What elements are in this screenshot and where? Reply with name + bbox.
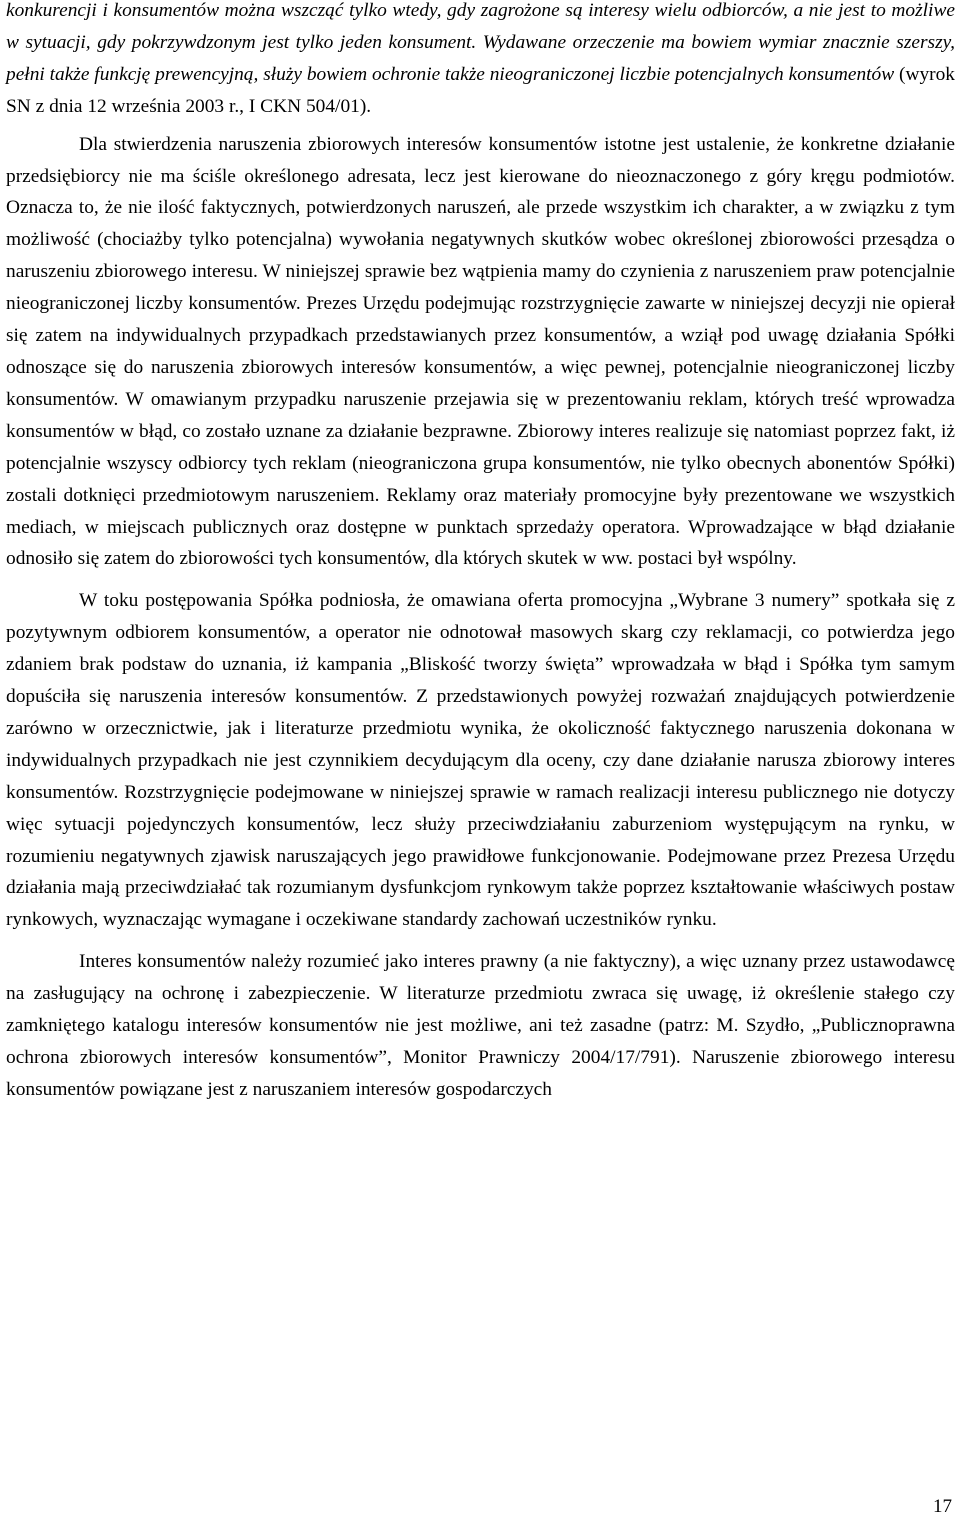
quoted-judgment-text: konkurencji i konsumentów można wszcząć tylko wtedy, gdy zagrożone są interesy wielu odbiorców, a nie jest to możliwe w sytuacji, gdy pokrzywdzonym jest tylko jeden konsument. Wydawane orzeczenie ma bowiem wymiar znacznie szerszy, pełni także funkcję prewencyjną, służy bowiem ochronie także nieograniczonej liczbie potencjalnych konsumentów: [6, 0, 955, 85]
paragraph-consumer-interest: Interes konsumentów należy rozumieć jako interes prawny (a nie faktyczny), a więc uznany przez ustawodawcę na zasługujący na ochronę i zabezpieczenie. W literaturze przedmiotu zwraca się uwagę, iż określenie stałego czy zamkniętego katalogu interesów konsumentów nie jest możliwe, ani też zasadne (patrz: M. Szydło, „Publicznoprawna ochrona zbiorowych interesów konsumentów”, Monitor Prawniczy 2004/17/791). Naruszenie zbiorowego interesu konsumentów powiązane jest z naruszaniem interesów gospodarczych: [6, 951, 955, 1100]
paragraph-continuation: [6, 0, 955, 123]
paragraph-proceedings: W toku postępowania Spółka podniosła, że omawiana oferta promocyjna „Wybrane 3 numery” spotkała się z pozytywnym odbiorem konsumentów, a operator nie odnotował masowych skarg czy reklamacji, co potwierdza jego zdaniem brak podstaw do uznania, iż kampania „Bliskość tworzy święta” wprowadzała w błąd i Spółka tym samym dopuściła się naruszenia interesów konsumentów. Z przedstawionych powyżej rozważań znajdujących potwierdzenie zarówno w orzecznictwie, jak i literaturze przedmiotu wynika, że okoliczność faktycznego naruszenia dokonana w indywidualnych przypadkach nie jest czynnikiem decydującym dla oceny, czy dane działanie narusza zbiorowy interes konsumentów. Rozstrzygnięcie podejmowane w niniejszej sprawie w ramach realizacji interesu publicznego nie dotyczy więc sytuacji pojedynczych konsumentów, lecz służy przeciwdziałaniu zaburzeniom występującym na rynku, w rozumieniu negatywnych zjawisk naruszających jego prawidłowe funkcjonowanie. Podejmowane przez Prezesa Urzędu działania mają przeciwdziałać tak rozumianym dysfunkcjom rynkowym także poprzez kształtowanie właściwych postaw rynkowych, wyznaczając wymagane i oczekiwane standardy zachowań uczestników rynku.: [6, 590, 955, 931]
page-number: 17: [933, 1496, 952, 1517]
judgment-citation: (wyrok SN z dnia 12 września 2003 r., I CKN 504/01).: [6, 63, 956, 117]
paragraph-collective-interest: Dla stwierdzenia naruszenia zbiorowych interesów konsumentów istotne jest ustalenie, że konkretne działanie przedsiębiorcy nie ma ściśle określonego adresata, lecz jest kierowane do nieoznaczonego z góry kręgu podmiotów. Oznacza to, że nie ilość faktycznych, potwierdzonych naruszeń, ale przede wszystkim ich charakter, a w związku z tym możliwość (chociażby tylko potencjalna) wywołania negatywnych skutków wobec określonej zbiorowości przesądza o naruszeniu zbiorowego interesu. W niniejszej sprawie bez wątpienia mamy do czynienia z naruszeniem praw potencjalnie nieograniczonej liczby konsumentów. Prezes Urzędu podejmując rozstrzygnięcie zawarte w niniejszej decyzji nie opierał się zatem na indywidualnych przypadkach przedstawianych przez konsumentów, a wziął pod uwagę działania Spółki odnoszące się do naruszenia zbiorowych interesów konsumentów, a więc pewnej, potencjalnie nieograniczonej liczby konsumentów. W omawianym przypadku naruszenie przejawia się w prezentowaniu reklam, których treść wprowadza konsumentów w błąd, co zostało uznane za działanie bezprawne. Zbiorowy interes realizuje się natomiast poprzez fakt, iż potencjalnie wszyscy odbiorcy tych reklam (nieograniczona grupa konsumentów, nie tylko obecnych abonentów Spółki) zostali dotknięci przedmiotowym naruszeniem. Reklamy oraz materiały promocyjne były prezentowane we wszystkich mediach, w miejscach publicznych oraz dostępne w punktach sprzedaży operatora. Wprowadzające w błąd działanie odnosiło się zatem do zbiorowości tych konsumentów, dla których skutek w ww. postaci był wspólny.: [6, 133, 955, 570]
document-page: [6, 0, 955, 1106]
